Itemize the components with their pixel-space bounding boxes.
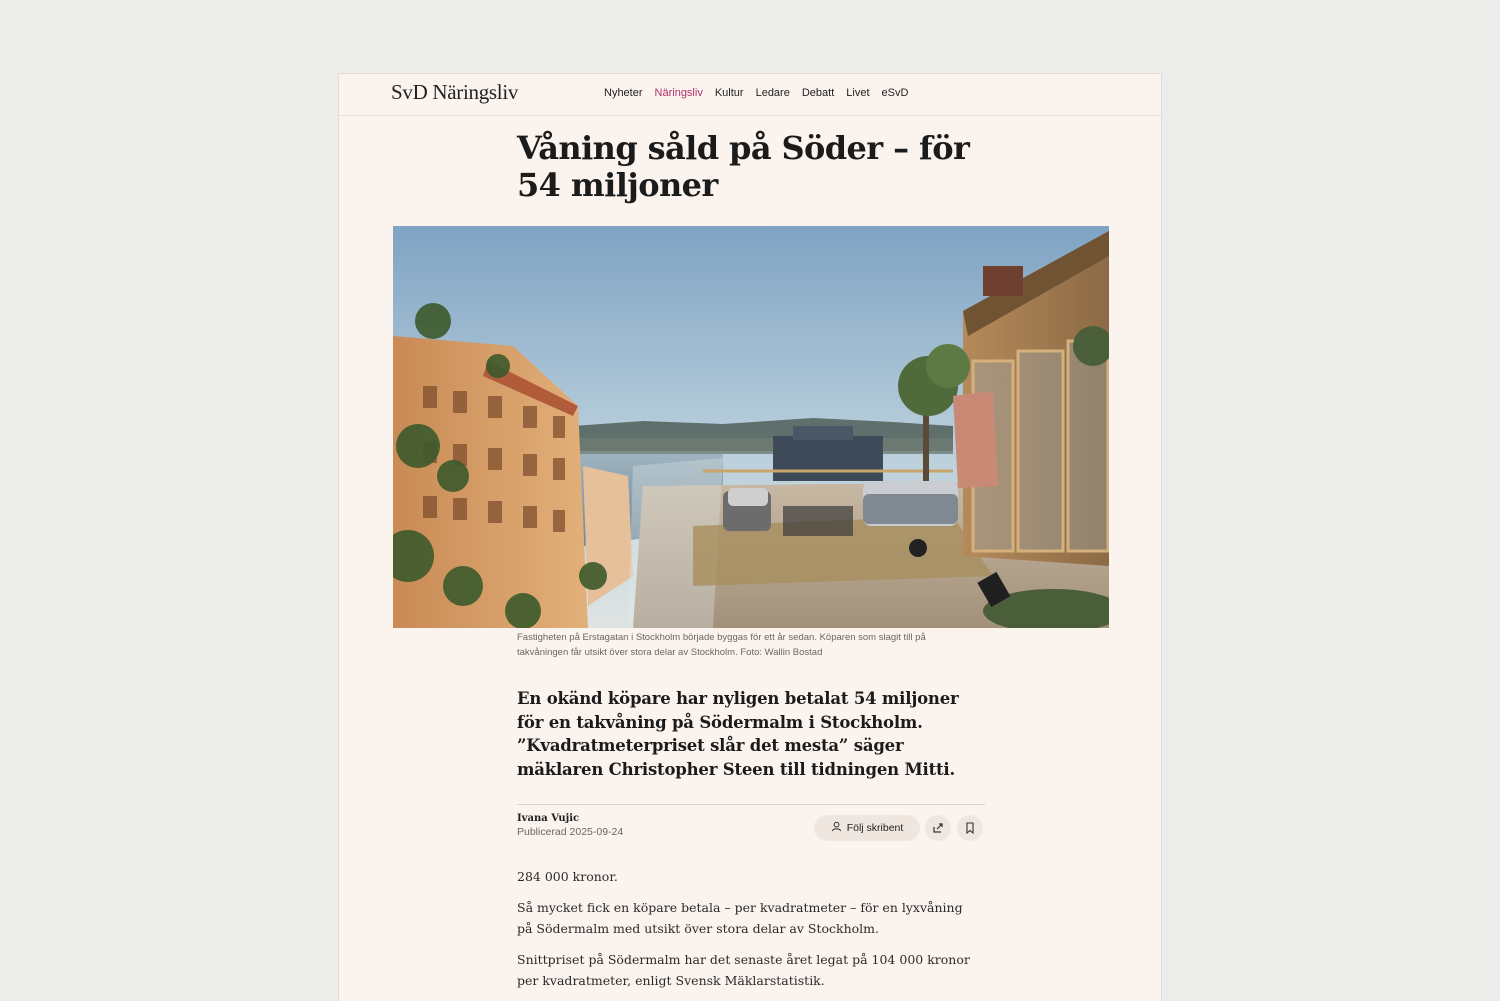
byline (517, 813, 623, 838)
follow-author-label: Följ skribent (846, 822, 904, 834)
article-body (517, 866, 977, 1001)
main-nav (604, 87, 908, 99)
article-lead: En okänd köpare har nyligen betalat 54 miljoner för en takvåning på Södermalm i Stockholm. ”Kvadratmeterpriset slår det mesta” säger mäklaren Christopher Steen till tidningen Mitti. (517, 689, 959, 779)
follow-author-button[interactable] (814, 815, 920, 841)
nav-item-nyheter[interactable]: Nyheter (604, 87, 643, 99)
article-hero-image[interactable] (393, 226, 1109, 628)
body-paragraph: Snittpriset på Södermalm har det senaste året legat på 104 000 kronor per kvadratmeter, enligt Svensk Mäklarstatistik. (517, 952, 970, 988)
publish-date: Publicerad 2025-09-24 (517, 826, 624, 838)
byline-divider (517, 804, 985, 805)
share-icon (932, 819, 944, 838)
share-button[interactable] (925, 815, 951, 841)
nav-item-debatt[interactable]: Debatt (801, 87, 835, 99)
image-caption: Fastigheten på Erstagatan i Stockholm började byggas för ett år sedan. Köparen som slagit till på takvåningen får utsikt över stora delar av Stockholm. Foto: Wallin Bostad (517, 632, 926, 658)
body-paragraph: 284 000 kronor. (517, 869, 618, 884)
nav-item-ledare[interactable]: Ledare (755, 87, 790, 99)
bookmark-icon (965, 819, 975, 838)
site-logo[interactable]: SvD Näringsliv (391, 80, 519, 104)
article-headline: Våning såld på Söder – för 54 miljoner (517, 129, 970, 204)
article-page (338, 73, 1162, 1001)
nav-item-livet[interactable]: Livet (846, 87, 870, 99)
body-paragraph: Så mycket fick en köpare betala – per kvadratmeter – för en lyxvåning på Södermalm med utsikt över stora delar av Stockholm. (517, 900, 963, 936)
nav-item-naringsliv[interactable]: Näringsliv (654, 87, 703, 99)
nav-item-kultur[interactable]: Kultur (714, 87, 744, 99)
author-name[interactable]: Ivana Vujic (517, 813, 580, 824)
site-header (339, 74, 1161, 116)
person-icon (831, 821, 842, 835)
bookmark-button[interactable] (957, 815, 983, 841)
nav-item-esvd[interactable]: eSvD (881, 87, 909, 99)
